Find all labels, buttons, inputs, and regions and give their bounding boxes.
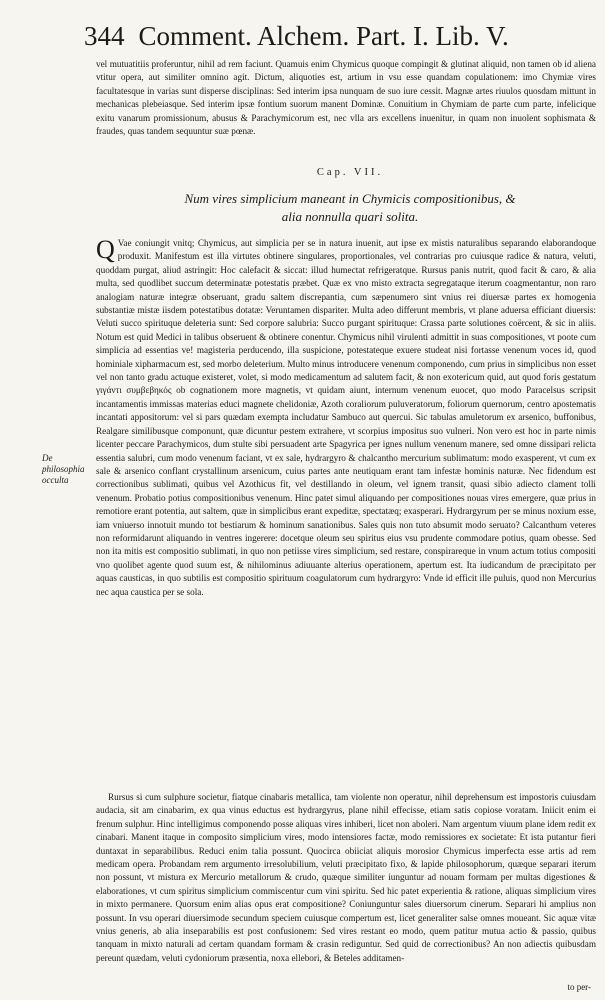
main-paragraph-text: Vae coniungit vnitq; Chymicus, aut simplicia per se in natura inuenit, aut ipse ex mistis naturalibus separando elaborandoque produxit. Manifestum est illa virtutes obtinere singulares, proportionales, vel contrarias pro cuiusque radice & natura, veluti, quoddam purgat, aliud astringit: Hoc calefacit & siccat: illud humectat refrigeratque. Rursus panis nutrit, quod facit & caro, & alia multa, sed quodlibet succum determinatæ potestatis præbet. Quæ ex vno misto extracta segregataque iterum coagmentantur, non raro analogiam naturæ integræ obseruant, gradu saltem discrepantia, cum sæpenumero sint vnius rei diuersæ partes ex homogenia substantiæ mistæ iisdem potestatibus dotatæ: Veruntamen dispariter. Multa adeo differunt membris, vt plane aduersa efficiant diuersis: Veluti succo spirituque deleteria sunt: Sed corpore salubria: Succo purgant spirituque: Crassa parte solutiones coërcent, & sic in aliis. Notum est quid Medici in talibus obseruent & obtinere conentur. Chymicus nihil virulenti admittit in suas compositiones, vt poote cum simplicia ad essentias ve! magisteria perducendo, illa suspicione, potestateque exuere studeat nisi fortasse venenum voces id, quod hominiale xipharmacum est, sed morbo deleterium. Multo minus introducere venenum componendo, cum prius in simplicibus non esset vel non tanto gradu actuque existeret, volet, si modo medicamentum ad salutem facit, & non exotericum quid, aut quod foris gestatum γιγάντι συμβεβηκός ob cognationem more magnetis, vt quidam aiunt, internum venenum euocet, quo modo Paracelsus scripsit incantamentis immissas materias educi magnete chelidoniæ, Azoth coraliorum puluveratorum, foliorum quernorum, centro apostematis incantati appositorum: vel si pars quædam exempta includatur Sambuco aut quercui. Sic tabulas amuletorum ex arsenico, buffonibus, Realgare similibusque componunt, quæ dicuntur pestem extrahere, vt scorpius impositus suo vulneri. Non vero est hoc in parte nimis licenter peccare Parachymicos, dum stulte sibi persuadent arte Spagyrica per ignes nullum venenum manere, sed omne dissipari relicta essentia salubri, cum modo venenum faciant, vt ex sale, hydrargyro & chalcantho mercurium sublimatum: modo exasperent, vt cum ex sale & arsenico conflant crystallinum arsenicum, cuius partes ante neutiquam erant tam infestæ hominis naturæ. Nec fidendum est correctionibus sublimati, quibus vel Azothicus fit, vel destillando in oleum, vel ignem transit, quasi sibio adiecto clament tolli venenum. Probatio potius compositionibus venenum. Hinc patet simul aliquando per compositiones nouas vires emergere, quæ prius in remotiore erant potentia, aut saltem, quæ in simplicibus erant expeditæ, spectatæq; exasperari. Hydrargyrum per se minus noxium esse, iam vniuerso innotuit mundo tot bestiarum & hominum sanationibus. Sales quis non tuto absumit modo seruato? Calcanthum veteres non reformidarunt aliquando in ventres ingerere: docetque oleum seu spiritus eius vsu prudente commodare potius, quam obesse. Sed non ita mitis est compositio sublimati, in quo non petiisse vires simplicium, sed restare, conspirareque in vnum actum totius compositi vno quolibet agente quod suum est, & nihilominus adiuuante alterius operationem, apertum est. Ita iudicandum de præcipitato per aquas causticas, in quo subtilis est compositio spirituum coagulatorum cum hydrargyro: Vnde id efficit ille puluis, quod non Mercurius nec aqua caustica per se sola. [96, 238, 596, 597]
margin-note: De philosophia occulta [42, 453, 85, 485]
running-title: Comment. Alchem. Part. I. Lib. V. [138, 21, 509, 51]
chapter-subtitle-line-2: alia nonnulla quari solita. [281, 209, 419, 224]
page-number: 344 [84, 21, 125, 51]
main-text-block [96, 237, 596, 599]
bottom-paragraph: Rursus si cum sulphure societur, fiatque cinabaris metallica, tam violente non operatur, nihil deprehensum est impostoris cuiusdam audacia, sit am cinabarim, ex qua vinus eductus est hydrargyrus, plane nihil effecisse, etiam satis copiose voratam. Iniicit enim ei frenum sulphur. Hinc intelligimus componendo posse aliquas vires inhiberi, licet non aboleri. Nam argentum viuum plane idem redit ex cinabari. Manent itaque in composito simplicium vires, modo intensiores factæ, modo remissiores ex societate: Et ista putantur fieri duntaxat in separabilibus. Reduci enim talia possunt. Quocirca obiiciat aliquis morosior Chymicus imperfecta esse artis ad rem medicam opera. Probandam rem argumento irresolubilium, veluti præcipitato fixo, & lapide philosophorum, quæque separari iterum non possunt, vt mistura ex Mercurio metallorum & crudo, quæque similiter iunguntur ad nouam formam per multas digestiones & elaborationes, vt cum spiritus simplicium commiscentur cum vini spiritu. Sed hic patet experientia & ratione, aliquas simplicium vires in mixto permanere. Quorsum enim alias opus erat compositione? Coniunguntur sales diuersorum cinerum. Separari hi amplius non possunt. In vsu operari diuersimode secundum speciem cuiusque compertum est, licet generaliter salse omnes moueant. Sic aquæ vitæ vnius generis, ab alia inseparabilis est post confusionem: Sed vires restant eo modo, quem patitur mutua actio & passio, quibus tanquam in mixto naturali ad certam quandam formam & crasin rediguntur. Sed quid de correctionibus? An non adiectis quibusdam pereunt quædam, veluti cydoniorum præsentia, noxa ellebori, & Beteles additamen- [96, 792, 596, 963]
top-paragraph: vel mutuatitiis proferuntur, nihil ad rem faciunt. Quamuis enim Chymicus quoque compingit & glutinat aliquid, non tamen ob id aliena vtitur opera, aut similiter omnino agit. Dictum, aliquoties est, artium in vsu esse quandam copulationem: imo Chymiæ vires facultatesque in varias sunt disperse disciplinas: Sed interim ipsa nunquam de suo iure cessit. Magnæ artes riuulos quosdam mittunt in mechanicas plebeiasque. Sed interim ipsæ fontium suorum manent Dominæ. Conuitium in Chymiam de parte cum parte, infelicique exitu vanarum promissionum, abusus & Parachymicorum est, nec vlla ars excellens inuenitur, in quam non inuolent sophismata & fraudes, quas tandem sequuntur suæ pœnæ. [96, 59, 596, 137]
top-paragraph-block [96, 58, 596, 138]
main-paragraph [96, 237, 596, 599]
bottom-paragraph-block [96, 791, 596, 965]
catchword: to per- [567, 982, 591, 992]
chapter-subtitle-line-1: Num vires simplicium maneant in Chymicis compositionibus, & [184, 191, 516, 206]
chapter-subtitle [110, 190, 590, 226]
chapter-heading: Cap. VII. [316, 167, 384, 178]
running-header [84, 18, 594, 54]
drop-cap: Q [96, 235, 115, 264]
